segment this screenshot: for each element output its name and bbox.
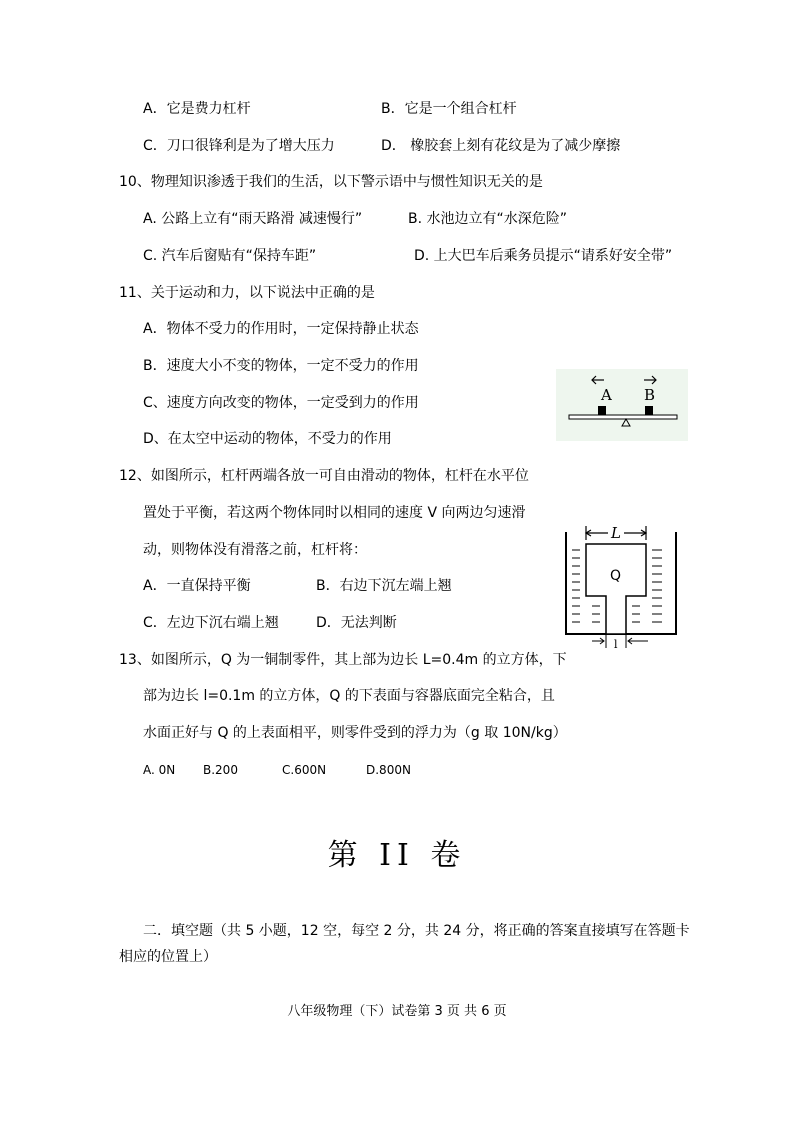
q10-option-d: D. 上大巴车后乘务员提示“请系好安全带” [414,248,673,264]
q10-option-a: A. 公路上立有“雨天路滑 减速慢行” [143,211,363,227]
q10-option-c: C. 汽车后窗贴有“保持车距” [143,248,317,264]
q11-option-c: C、速度方向改变的物体，一定受到力的作用 [143,395,419,411]
q13-option-a: A. 0N [143,763,176,777]
block-a-label: A [601,386,612,404]
q12-option-c: C．左边下沉右端上翘 [143,615,279,631]
q13-stem-line2: 部为边长 l=0.1m 的立方体，Q 的下表面与容器底面完全粘合，且 [143,688,555,704]
q12-option-d: D．无法判断 [316,615,397,631]
q9-option-d: D． 橡胶套上刻有花纹是为了减少摩擦 [381,138,621,154]
page-footer: 八年级物理（下）试卷第 3 页 共 6 页 [287,1004,507,1019]
q12-stem-line1: 12、如图所示，杠杆两端各放一可自由滑动的物体，杠杆在水平位 [119,468,529,484]
q13-option-c: C.600N [282,763,327,777]
part-q [586,544,646,634]
q11-option-a: A．物体不受力的作用时，一定保持静止状态 [143,321,419,337]
q12-option-a: A．一直保持平衡 [143,578,251,594]
q10-option-b: B. 水池边立有“水深危险” [408,211,568,227]
block-b [645,406,653,415]
q13-option-d: D.800N [366,763,411,777]
q9-option-c: C．刀口很锋利是为了增大压力 [143,138,335,154]
part2-heading-line1: 二．填空题（共 5 小题，12 空，每空 2 分，共 24 分，将正确的答案直接填写在答题卡 [143,923,690,939]
q11-stem: 11、关于运动和力，以下说法中正确的是 [119,285,375,301]
lever-bar [569,415,677,419]
q12-stem-line2: 置处于平衡，若这两个物体同时以相同的速度 V 向两边匀速滑 [143,505,526,521]
dimension-l-label: l [614,638,618,650]
block-a [598,406,606,415]
q13-stem-line1: 13、如图所示，Q 为一铜制零件，其上部为边长 L=0.4m 的立方体，下 [119,652,567,668]
lever-figure-background [556,369,688,441]
q12-option-b: B．右边下沉左端上翘 [316,578,452,594]
q9-option-a: A．它是费力杠杆 [143,101,251,117]
section-title: 第 II 卷 [327,838,467,873]
block-b-label: B [644,386,656,404]
part-q-label: Q [610,568,622,584]
part2-heading-line2: 相应的位置上） [119,949,217,965]
dimension-l-marker [592,635,648,648]
lever-figure [556,369,688,441]
q12-stem-line3: 动，则物体没有滑落之前，杠杆将： [143,542,367,558]
q13-option-b: B.200 [203,763,238,777]
q10-stem: 10、物理知识渗透于我们的生活，以下警示语中与惯性知识无关的是 [119,174,543,190]
dimension-L-label: L [611,524,621,542]
q9-option-b: B．它是一个组合杠杆 [381,101,517,117]
q11-option-d: D、在太空中运动的物体，不受力的作用 [143,431,392,447]
q13-stem-line3: 水面正好与 Q 的上表面相平，则零件受到的浮力为（g 取 10N/kg） [143,725,567,741]
container-figure [558,522,684,650]
q11-option-b: B．速度大小不变的物体，一定不受力的作用 [143,358,419,374]
